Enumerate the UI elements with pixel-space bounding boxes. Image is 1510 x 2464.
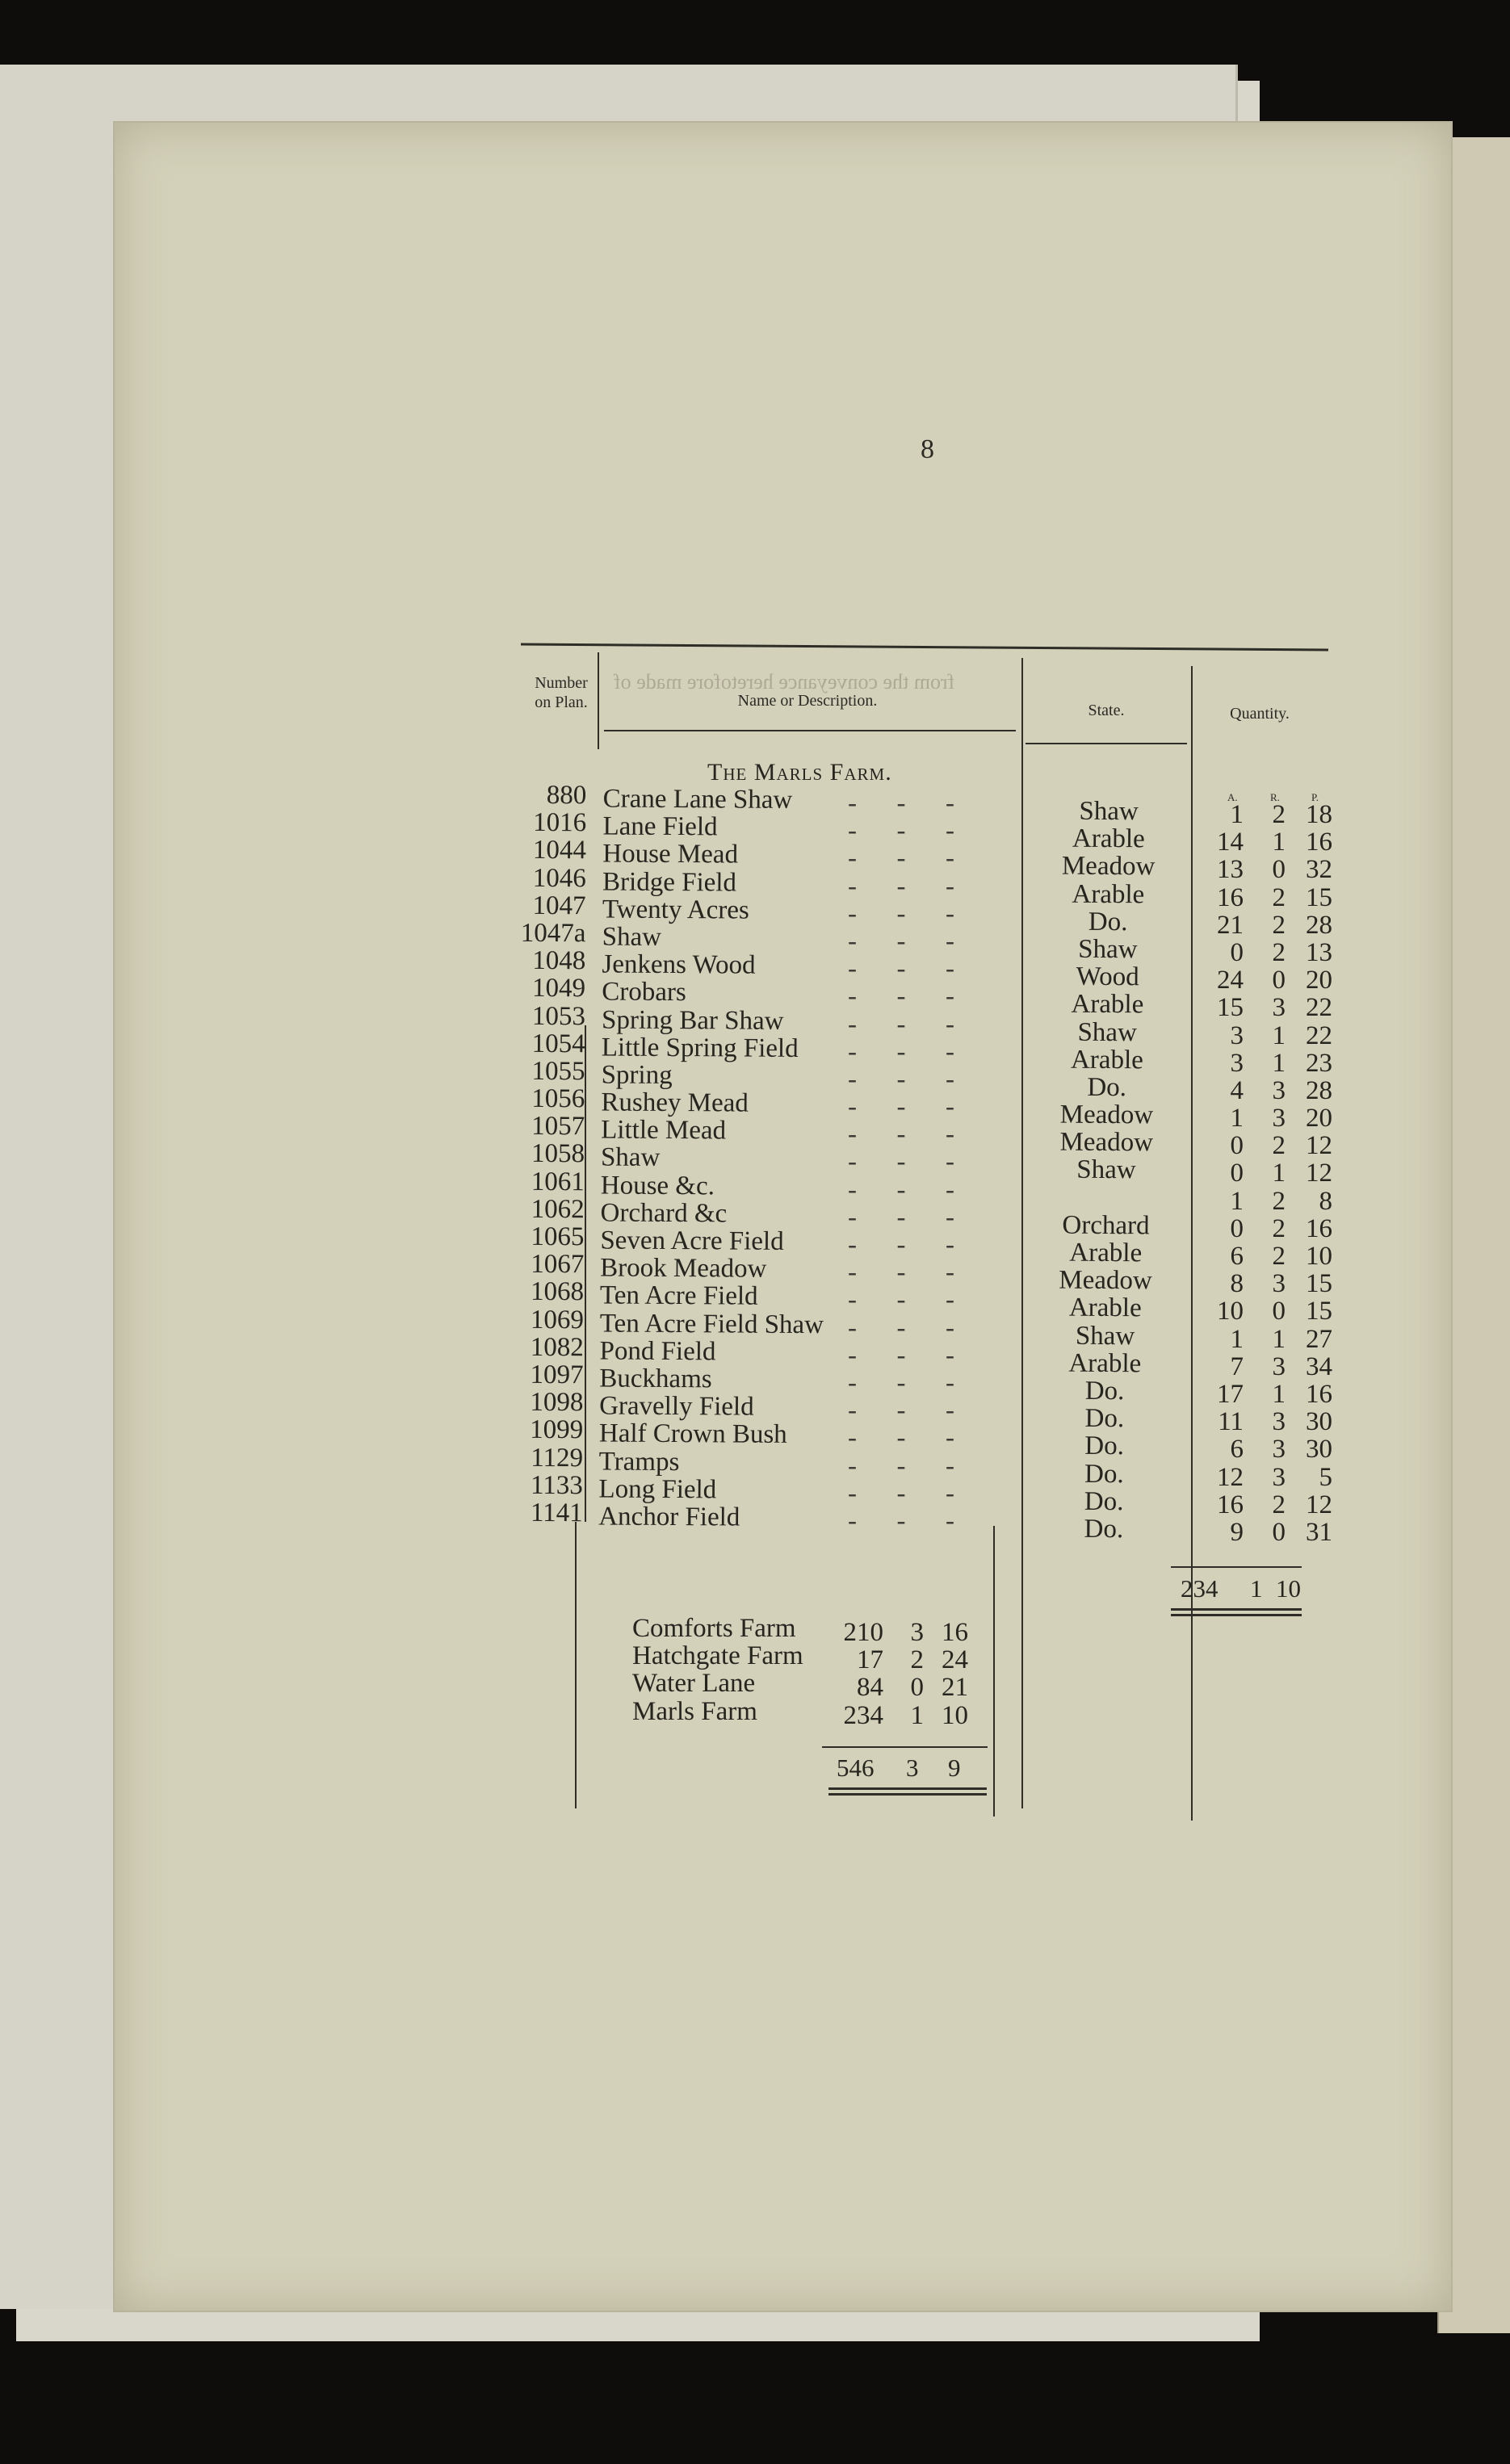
perches-column xyxy=(1292,801,1332,1546)
quantity-acres: 3 xyxy=(1230,1020,1244,1050)
plan-number: 1141 xyxy=(530,1498,583,1528)
leader-dash: - - - xyxy=(848,1202,954,1232)
leader-dash: - - - xyxy=(848,1092,954,1122)
leader-dash: - - - xyxy=(848,1064,954,1094)
quantity-roods: 0 xyxy=(1272,855,1286,885)
quantity-perches: 22 xyxy=(1306,993,1332,1023)
plan-number: 880 xyxy=(546,780,587,811)
field-name: Shaw xyxy=(600,1142,661,1173)
leader-dash: - - - xyxy=(848,1478,954,1508)
quantity-roods: 2 xyxy=(1272,800,1286,829)
summary-farm-name: Comforts Farm xyxy=(632,1614,796,1643)
leader-dash: - - - xyxy=(848,954,954,984)
field-name: Bridge Field xyxy=(602,867,737,898)
quantity-perches: 12 xyxy=(1306,1131,1332,1161)
plan-number: 1016 xyxy=(533,808,587,838)
quantity-acres: 15 xyxy=(1217,993,1244,1023)
quantity-roods: 3 xyxy=(1272,1269,1286,1299)
divider-summary-right xyxy=(993,1526,995,1817)
quantity-roods: 3 xyxy=(1272,1075,1286,1105)
field-name: Gravelly Field xyxy=(599,1391,754,1422)
field-name: Crobars xyxy=(602,977,686,1008)
summary-roods xyxy=(900,1619,924,1729)
plan-number: 1098 xyxy=(530,1388,584,1418)
plan-number: 1129 xyxy=(531,1443,584,1473)
field-state: Arable xyxy=(1068,1348,1142,1379)
field-state: Do. xyxy=(1084,1459,1124,1489)
quantity-roods: 2 xyxy=(1272,937,1286,967)
summary-total-rule-top xyxy=(822,1746,988,1748)
quantity-acres: 21 xyxy=(1217,910,1244,940)
header-quantity: Quantity. xyxy=(1230,705,1290,723)
page-number: 8 xyxy=(921,434,934,464)
summary-farm-name: Marls Farm xyxy=(632,1696,757,1726)
leader-dashes xyxy=(848,790,1009,1535)
quantity-acres: 0 xyxy=(1230,1213,1244,1243)
field-state: Do. xyxy=(1084,1514,1124,1544)
header-number: Number on Plan. xyxy=(535,674,588,711)
roods-column xyxy=(1253,801,1286,1546)
plan-number: 1097 xyxy=(530,1360,584,1390)
unit-label-perches: P. xyxy=(1311,791,1319,803)
summary-roods-value: 2 xyxy=(910,1645,924,1675)
field-name: Brook Meadow xyxy=(600,1253,767,1284)
field-name: Buckhams xyxy=(599,1364,712,1394)
field-name: Shaw xyxy=(602,922,662,952)
quantity-perches: 16 xyxy=(1306,1213,1332,1243)
quantity-perches: 8 xyxy=(1319,1186,1332,1216)
field-name: Orchard &c xyxy=(600,1198,728,1229)
summary-farm-name: Water Lane xyxy=(632,1669,756,1699)
leader-dash: - - - xyxy=(848,1506,954,1536)
quantity-perches: 30 xyxy=(1306,1407,1332,1437)
field-state: Do. xyxy=(1084,1431,1125,1461)
summary-acres-value: 234 xyxy=(843,1700,883,1730)
quantity-perches: 27 xyxy=(1306,1324,1332,1354)
plan-number: 1046 xyxy=(532,863,586,893)
header-bottom-rule-state xyxy=(1026,743,1187,744)
field-name: Jenkens Wood xyxy=(602,949,756,980)
quantity-roods: 1 xyxy=(1272,1324,1286,1354)
leader-dash: - - - xyxy=(848,1340,954,1370)
acres-column xyxy=(1187,801,1244,1546)
leader-dash: - - - xyxy=(848,1313,954,1343)
plan-number: 1047a xyxy=(520,918,586,949)
summary-total-acres: 546 xyxy=(837,1754,875,1782)
field-name: Spring xyxy=(601,1060,673,1090)
leader-dash: - - - xyxy=(848,789,954,818)
quantity-roods: 1 xyxy=(1272,1379,1286,1409)
plan-number: 1049 xyxy=(531,974,586,1004)
quantity-acres: 10 xyxy=(1217,1297,1244,1326)
field-state: Arable xyxy=(1072,823,1145,854)
plan-number: 1067 xyxy=(531,1250,585,1280)
quantity-acres: 7 xyxy=(1230,1351,1244,1381)
quantity-acres: 6 xyxy=(1230,1242,1244,1271)
quantity-acres: 6 xyxy=(1230,1435,1244,1465)
leader-dash: - - - xyxy=(848,1037,954,1066)
summary-perches xyxy=(933,1619,968,1729)
quantity-roods: 3 xyxy=(1272,1407,1286,1437)
total-rule-top xyxy=(1171,1566,1302,1568)
summary-roods-value: 3 xyxy=(910,1618,924,1647)
plan-number: 1054 xyxy=(531,1029,585,1058)
leader-dash: - - - xyxy=(848,1285,954,1315)
field-name: Lane Field xyxy=(602,811,718,842)
field-name: Little Mead xyxy=(601,1115,727,1146)
field-name: Anchor Field xyxy=(598,1502,740,1532)
quantity-acres: 0 xyxy=(1230,937,1244,967)
plan-number: 1057 xyxy=(531,1112,585,1142)
leader-dash: - - - xyxy=(848,1451,954,1481)
summary-perches-value: 10 xyxy=(942,1700,968,1730)
field-state xyxy=(1034,1184,1179,1212)
plan-number: 1068 xyxy=(531,1277,585,1307)
quantity-roods: 2 xyxy=(1272,1186,1286,1216)
quantity-roods: 3 xyxy=(1272,993,1286,1023)
quantity-roods: 2 xyxy=(1272,1242,1286,1271)
total-rule-bottom-2 xyxy=(1171,1614,1302,1616)
quantity-roods: 0 xyxy=(1272,1297,1286,1326)
field-state: Meadow xyxy=(1061,851,1156,882)
quantity-roods: 3 xyxy=(1272,1104,1286,1134)
field-state: Do. xyxy=(1087,1072,1127,1103)
summary-acres-value: 84 xyxy=(857,1673,883,1703)
quantity-perches: 32 xyxy=(1306,855,1332,885)
quantity-acres: 0 xyxy=(1230,1159,1244,1188)
leader-dash: - - - xyxy=(848,926,954,956)
plan-number: 1053 xyxy=(531,1001,585,1031)
leader-dash: - - - xyxy=(848,1009,954,1039)
summary-total-perches: 9 xyxy=(948,1754,961,1782)
summary-names xyxy=(632,1615,834,1725)
plan-number: 1133 xyxy=(530,1470,583,1500)
state-column xyxy=(1031,797,1181,1543)
quantity-acres: 8 xyxy=(1230,1269,1244,1299)
quantity-roods: 2 xyxy=(1272,910,1286,940)
unit-label-acres: A. xyxy=(1227,791,1238,803)
divider-name-lower xyxy=(575,1522,577,1808)
quantity-perches: 20 xyxy=(1306,1104,1332,1134)
total-roods: 1 xyxy=(1250,1574,1263,1603)
field-state: Do. xyxy=(1084,1403,1125,1434)
quantity-perches: 15 xyxy=(1306,1297,1332,1326)
field-name: Long Field xyxy=(598,1474,717,1505)
field-state: Do. xyxy=(1088,907,1128,937)
field-state: Arable xyxy=(1068,1293,1142,1323)
summary-roods-value: 1 xyxy=(910,1700,924,1730)
leader-dash: - - - xyxy=(848,871,954,901)
summary-acres xyxy=(824,1619,883,1729)
quantity-roods: 3 xyxy=(1272,1462,1286,1492)
quantity-perches: 13 xyxy=(1306,937,1332,967)
quantity-roods: 0 xyxy=(1272,1517,1286,1547)
plan-number: 1069 xyxy=(530,1305,585,1335)
quantity-perches: 12 xyxy=(1306,1490,1332,1519)
quantity-perches: 34 xyxy=(1306,1351,1332,1381)
field-state: Shaw xyxy=(1076,1155,1136,1185)
leader-dash: - - - xyxy=(848,1230,954,1259)
divider-name-state xyxy=(1021,658,1023,1808)
quantity-perches: 16 xyxy=(1306,828,1332,857)
field-state: Arable xyxy=(1070,1045,1143,1075)
quantity-perches: 23 xyxy=(1306,1048,1332,1078)
number-column xyxy=(510,782,587,1527)
quantity-acres: 1 xyxy=(1230,1104,1244,1134)
quantity-perches: 22 xyxy=(1306,1020,1332,1050)
total-rule-bottom-1 xyxy=(1171,1608,1302,1611)
leader-dash: - - - xyxy=(848,1120,954,1150)
plan-number: 1047 xyxy=(532,890,586,920)
quantity-roods: 2 xyxy=(1272,1131,1286,1161)
quantity-perches: 20 xyxy=(1306,966,1332,995)
quantity-acres: 16 xyxy=(1217,1490,1244,1519)
divider-number-name xyxy=(598,652,599,749)
quantity-roods: 0 xyxy=(1272,966,1286,995)
leader-dash: - - - xyxy=(848,1368,954,1398)
quantity-roods: 2 xyxy=(1272,1490,1286,1519)
unit-label-roods: R. xyxy=(1270,791,1280,803)
quantity-roods: 1 xyxy=(1272,1159,1286,1188)
field-name: Little Spring Field xyxy=(601,1033,799,1063)
summary-acres-value: 17 xyxy=(857,1645,883,1675)
summary-perches-value: 21 xyxy=(942,1673,968,1703)
field-state: Meadow xyxy=(1059,1100,1154,1130)
header-bottom-rule-name xyxy=(604,730,1016,731)
field-state: Do. xyxy=(1084,1486,1124,1516)
summary-perches-value: 24 xyxy=(942,1645,968,1675)
summary-perches-value: 16 xyxy=(942,1618,968,1647)
leader-dash: - - - xyxy=(848,816,954,846)
summary-farm-name: Hatchgate Farm xyxy=(632,1641,803,1671)
leader-dash: - - - xyxy=(848,899,954,928)
field-name: Tramps xyxy=(598,1446,680,1477)
quantity-acres: 24 xyxy=(1217,966,1244,995)
quantity-acres: 16 xyxy=(1217,882,1244,912)
quantity-acres: 17 xyxy=(1217,1379,1244,1409)
quantity-perches: 5 xyxy=(1319,1462,1332,1492)
summary-total-rule-bottom-2 xyxy=(828,1793,987,1796)
plan-number: 1048 xyxy=(532,946,586,976)
summary-total-roods: 3 xyxy=(906,1754,919,1782)
leader-dash: - - - xyxy=(848,1423,954,1453)
field-state: Orchard xyxy=(1062,1210,1150,1241)
field-state: Shaw xyxy=(1077,1017,1137,1047)
field-name: House &c. xyxy=(600,1171,715,1201)
quantity-acres: 0 xyxy=(1230,1131,1244,1161)
field-name: House Mead xyxy=(602,839,739,870)
total-acres: 234 xyxy=(1181,1574,1218,1603)
plan-number: 1058 xyxy=(531,1139,585,1169)
field-state: Wood xyxy=(1076,962,1139,992)
quantity-roods: 1 xyxy=(1272,828,1286,857)
quantity-acres: 9 xyxy=(1230,1517,1244,1547)
field-name: Seven Acre Field xyxy=(600,1226,784,1256)
quantity-acres: 12 xyxy=(1217,1462,1244,1492)
plan-number: 1065 xyxy=(531,1222,585,1252)
field-state: Meadow xyxy=(1059,1127,1154,1158)
bleed-through-text: from the conveyance heretofore made of xyxy=(614,670,955,694)
field-state: Arable xyxy=(1071,990,1144,1020)
total-perches: 10 xyxy=(1276,1574,1301,1603)
quantity-perches: 15 xyxy=(1306,1269,1332,1299)
quantity-acres: 13 xyxy=(1217,855,1244,885)
quantity-acres: 11 xyxy=(1218,1407,1244,1437)
quantity-acres: 1 xyxy=(1230,1324,1244,1354)
quantity-roods: 1 xyxy=(1272,1020,1286,1050)
field-state: Arable xyxy=(1069,1238,1143,1268)
field-name: Pond Field xyxy=(599,1336,716,1367)
plan-number: 1082 xyxy=(530,1332,584,1362)
leader-dash: - - - xyxy=(848,1258,954,1288)
quantity-roods: 1 xyxy=(1272,1048,1286,1078)
quantity-perches: 16 xyxy=(1306,1379,1332,1409)
quantity-perches: 15 xyxy=(1306,882,1332,912)
plan-number: 1044 xyxy=(532,836,587,865)
field-state: Shaw xyxy=(1078,934,1138,965)
leader-dash: - - - xyxy=(848,844,954,874)
field-name: Spring Bar Shaw xyxy=(601,1004,784,1036)
field-state: Shaw xyxy=(1079,796,1139,827)
plan-number: 1056 xyxy=(531,1083,585,1114)
field-name: Half Crown Bush xyxy=(598,1418,787,1450)
quantity-perches: 18 xyxy=(1306,800,1332,829)
quantity-roods: 2 xyxy=(1272,882,1286,912)
quantity-roods: 3 xyxy=(1272,1351,1286,1381)
field-name: Twenty Acres xyxy=(602,895,749,925)
summary-acres-value: 210 xyxy=(843,1618,883,1647)
field-name: Ten Acre Field Shaw xyxy=(599,1309,824,1339)
quantity-acres: 14 xyxy=(1217,828,1244,857)
field-state: Arable xyxy=(1072,879,1145,909)
quantity-perches: 12 xyxy=(1306,1159,1332,1188)
quantity-acres: 1 xyxy=(1230,800,1244,829)
plan-number: 1062 xyxy=(531,1194,585,1225)
field-name: Ten Acre Field xyxy=(599,1280,758,1312)
leader-dash: - - - xyxy=(848,1175,954,1205)
quantity-acres: 1 xyxy=(1230,1186,1244,1216)
plan-number: 1061 xyxy=(531,1167,585,1196)
plan-number: 1099 xyxy=(530,1415,584,1445)
field-state: Shaw xyxy=(1075,1321,1135,1351)
field-state: Do. xyxy=(1084,1376,1125,1406)
summary-total-rule-bottom-1 xyxy=(828,1787,987,1790)
quantity-perches: 28 xyxy=(1306,910,1332,940)
quantity-acres: 4 xyxy=(1230,1075,1244,1105)
leader-dash: - - - xyxy=(848,1396,954,1426)
field-state: Meadow xyxy=(1059,1265,1152,1296)
leader-dash: - - - xyxy=(848,1147,954,1177)
quantity-perches: 28 xyxy=(1306,1075,1332,1105)
quantity-acres: 3 xyxy=(1230,1048,1244,1078)
field-name: Crane Lane Shaw xyxy=(602,784,793,815)
section-title: The Marls Farm. xyxy=(707,759,892,786)
quantity-perches: 10 xyxy=(1306,1242,1332,1271)
leader-dash: - - - xyxy=(848,982,954,1012)
header-state: State. xyxy=(1088,702,1125,719)
quantity-perches: 30 xyxy=(1306,1435,1332,1465)
header-name: Name or Description. xyxy=(737,692,878,710)
field-name: Rushey Mead xyxy=(601,1087,749,1118)
plan-number: 1055 xyxy=(531,1056,585,1087)
quantity-roods: 2 xyxy=(1272,1213,1286,1243)
summary-roods-value: 0 xyxy=(910,1673,924,1703)
quantity-roods: 3 xyxy=(1272,1435,1286,1465)
quantity-perches: 31 xyxy=(1306,1517,1332,1547)
